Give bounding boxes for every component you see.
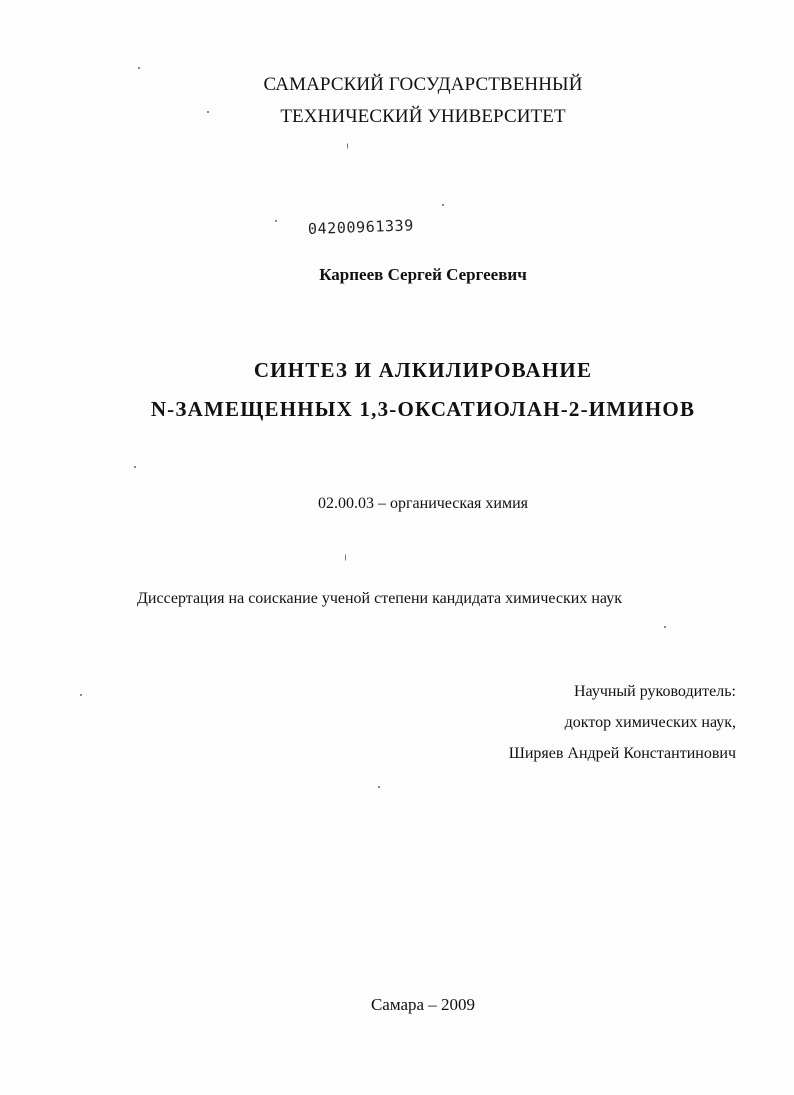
scan-speck [138,67,140,69]
supervisor-label: Научный руководитель: [573,683,736,700]
scan-speck [345,554,346,561]
scan-speck [442,204,444,206]
supervisor-name: Ширяев Андрей Константинович [508,745,736,762]
dissertation-description: Диссертация на соискание ученой степени кандидата химических наук [137,590,622,607]
supervisor-degree: доктор химических наук, [564,714,736,731]
specialty-code: 02.00.03 – органическая химия [317,495,529,512]
thesis-title-line-2: N-ЗАМЕЩЕННЫХ 1,3-ОКСАТИОЛАН-2-ИМИНОВ [150,397,696,421]
author-name: Карпеев Сергей Сергеевич [319,265,527,284]
institution-line-2: ТЕХНИЧЕСКИЙ УНИВЕРСИТЕТ [280,106,566,127]
scan-speck [207,111,209,113]
institution-line-1: САМАРСКИЙ ГОСУДАРСТВЕННЫЙ [263,74,583,95]
stamp-number: 04200961339 [307,216,415,238]
scan-speck [134,466,136,468]
scan-speck [378,786,380,788]
scan-speck [664,626,666,628]
scan-speck [80,694,82,696]
place-and-year: Самара – 2009 [370,995,476,1014]
scan-speck [275,220,277,222]
scan-speck [347,143,348,149]
thesis-title-line-1: СИНТЕЗ И АЛКИЛИРОВАНИЕ [253,358,593,382]
